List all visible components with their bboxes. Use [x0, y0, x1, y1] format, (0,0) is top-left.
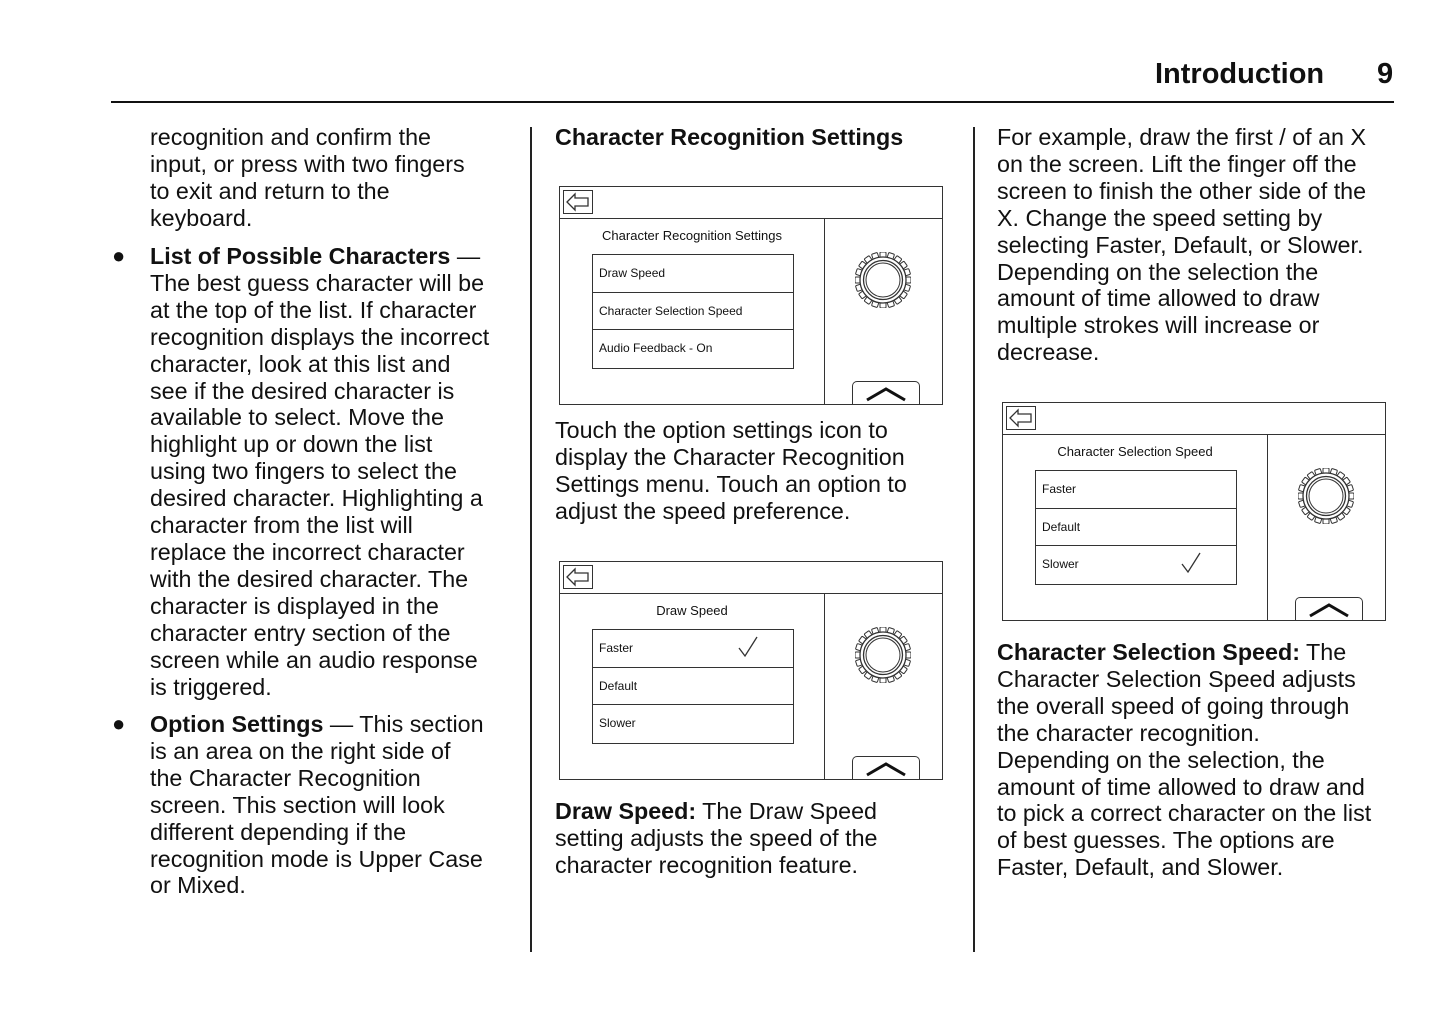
menu-item[interactable]: Default — [593, 668, 793, 706]
page-number: 9 — [1377, 58, 1394, 90]
column-divider — [530, 127, 532, 952]
menu-item[interactable]: Faster — [1036, 471, 1236, 509]
intro-paragraph: recognition and confirm the input, or press with two fingers to exit and return to the keyboard. — [150, 124, 465, 231]
chevron-up-icon — [853, 757, 919, 779]
character-selection-speed-paragraph: Character Selection Speed: The Character Selection Speed adjusts the overall speed of going through the character recognition. Depending on the selection, the amount of time allowed to draw and to pick a correct character on the list of best guesses. The options are Faster, Default, and Slower. — [997, 639, 1372, 881]
option-panel-divider — [1267, 434, 1268, 620]
menu-item[interactable]: Faster — [593, 630, 793, 668]
settings-gear-icon[interactable] — [1298, 468, 1354, 529]
menu-title: Character Selection Speed — [1057, 444, 1213, 459]
menu-title: Character Recognition Settings — [602, 228, 782, 243]
back-button[interactable] — [563, 565, 593, 589]
header-rule — [111, 101, 1394, 103]
menu-item[interactable]: Draw Speed — [593, 255, 793, 293]
option-panel-divider — [824, 593, 825, 779]
menu-item[interactable]: Default — [1036, 509, 1236, 547]
section-title: Introduction — [1155, 58, 1325, 90]
bullet-icon: ● — [112, 243, 126, 268]
figure-selection-speed-screen — [1002, 402, 1386, 621]
checkmark-icon — [1180, 552, 1202, 589]
back-arrow-icon — [564, 566, 592, 588]
menu-item[interactable]: Slower — [599, 716, 636, 730]
bullet-icon: ● — [112, 711, 126, 736]
menu-item[interactable]: Character Selection Speed — [593, 293, 793, 331]
screen-top-bar — [560, 187, 942, 219]
screen-top-bar — [560, 562, 942, 594]
paragraph: Touch the option settings icon to display the Character Recognition Settings menu. Touch an option to adjust the speed preference. — [555, 417, 907, 524]
menu-item[interactable]: Audio Feedback - On — [599, 341, 713, 355]
menu-list — [592, 254, 794, 369]
screen-top-bar — [1003, 403, 1385, 435]
menu-list — [592, 629, 794, 744]
menu-item[interactable]: Slower — [1036, 546, 1236, 584]
figure-settings-screen — [559, 186, 943, 405]
bullet-list-of-possible-characters: List of Possible Characters — The best guess character will be at the top of the list. If character recognition displays the incorrect character, look at this list and see if the desired character is available to select. Move the highlight up or down the list using two fingers to select the desired character. Highlighting a character from the list will replace the incorrect character with the desired character. The character is displayed in the character entry section of the screen while an audio response is triggered. — [150, 243, 490, 700]
column-divider — [973, 127, 975, 952]
draw-speed-paragraph: Draw Speed: The Draw Speed setting adjusts the speed of the character recognition feature. — [555, 798, 878, 878]
menu-list — [1035, 470, 1237, 585]
back-button[interactable] — [1006, 406, 1036, 430]
scroll-up-button[interactable] — [852, 756, 920, 780]
back-button[interactable] — [563, 190, 593, 214]
scroll-up-button[interactable] — [1295, 597, 1363, 621]
settings-gear-icon[interactable] — [855, 627, 911, 688]
figure-draw-speed-screen — [559, 561, 943, 780]
paragraph: For example, draw the first / of an X on the screen. Lift the finger off the screen to finish the other side of the X. Change the speed setting by selecting Faster, Default, or Slower. Depending on the selection the amount of time allowed to draw multiple strokes will increase or decrease. — [997, 124, 1367, 366]
chevron-up-icon — [1296, 598, 1362, 620]
chevron-up-icon — [853, 382, 919, 404]
option-panel-divider — [824, 218, 825, 404]
scroll-up-button[interactable] — [852, 381, 920, 405]
back-arrow-icon — [1007, 407, 1035, 429]
back-arrow-icon — [564, 191, 592, 213]
settings-gear-icon[interactable] — [855, 252, 911, 313]
menu-title: Draw Speed — [656, 603, 728, 618]
section-heading: Character Recognition Settings — [555, 124, 904, 150]
bullet-option-settings: Option Settings — This section is an area on the right side of the Character Recognition screen. This section will look different depending if the recognition mode is Upper Case or Mixed. — [150, 711, 484, 899]
